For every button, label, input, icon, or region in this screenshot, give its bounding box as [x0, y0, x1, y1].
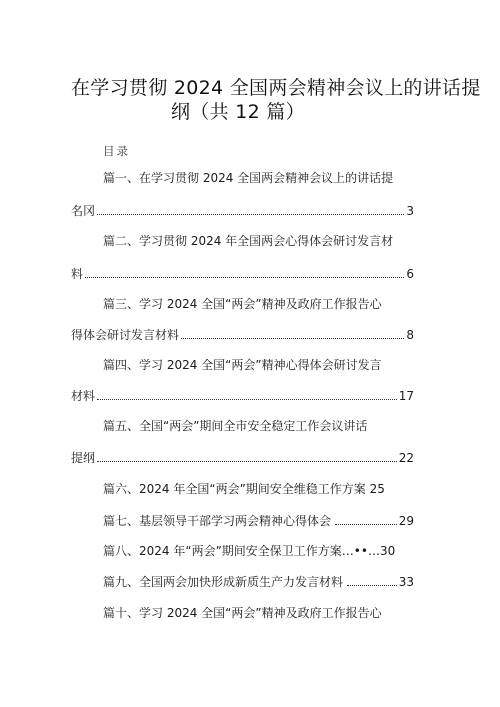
toc-entry-1-page: 3	[406, 204, 414, 218]
toc-entry-9[interactable]	[103, 574, 414, 590]
toc-entry-4-title[interactable]: 篇四、学习 2024 全国“两会”精神心得体会研讨发言	[103, 358, 382, 372]
toc-entry-7-page: 29	[398, 514, 414, 528]
toc-entry-3-continuation[interactable]	[71, 327, 414, 343]
toc-entry-5-title[interactable]: 篇五、全国“两会”期间全市安全稳定工作会议讲话	[103, 419, 368, 433]
toc-entry-9-title: 篇九、全国两会加快形成新质生产力发言材料	[103, 575, 344, 589]
toc-entry-2-page: 6	[406, 267, 414, 281]
toc-entry-5-page: 22	[398, 451, 414, 465]
toc-dot-leader	[97, 398, 397, 400]
toc-entry-4-continuation[interactable]	[71, 388, 414, 404]
toc-entry-1-continuation[interactable]	[71, 203, 414, 219]
toc-entry-4-page: 17	[398, 389, 414, 403]
toc-entry-2-title[interactable]: 篇二、学习贯彻 2024 年全国两会心得体会研讨发言材	[103, 234, 394, 248]
toc-dot-leader	[97, 460, 397, 462]
toc-entry-1-title[interactable]: 篇一、在学习贯彻 2024 全国两会精神会议上的讲话提	[103, 171, 394, 185]
toc-dot-leader	[181, 337, 404, 339]
toc-entry-3-title[interactable]: 篇三、学习 2024 全国“两会”精神及政府工作报告心	[103, 297, 382, 311]
toc-entry-2-title-rest: 料	[71, 267, 84, 281]
toc-entry-2-continuation[interactable]	[71, 266, 414, 282]
toc-entry-5-continuation[interactable]	[71, 450, 414, 466]
document-title-line-2: 纲（共 12 篇）	[171, 101, 305, 123]
toc-dot-leader	[97, 213, 404, 215]
toc-dot-leader	[85, 276, 404, 278]
document-title-line-1: 在学习贯彻 2024 全国两会精神会议上的讲话提	[71, 77, 481, 99]
toc-heading: 目录	[103, 144, 130, 158]
toc-entry-4-title-rest: 材料	[71, 389, 96, 403]
toc-entry-3-page: 8	[406, 328, 414, 342]
toc-entry-7-title: 篇七、基层领导干部学习两会精神心得体会	[103, 514, 332, 528]
toc-entry-1-title-rest: 名冈	[71, 204, 96, 218]
toc-entry-9-page: 33	[398, 575, 414, 589]
toc-entry-10-title[interactable]: 篇十、学习 2024 全国“两会”精神及政府工作报告心	[103, 606, 382, 620]
toc-dot-leader	[347, 584, 397, 586]
toc-entry-5-title-rest: 提纲	[71, 451, 96, 465]
toc-entry-6[interactable]: 篇六、2024 年全国“两会”期间安全维稳工作方案 25	[103, 482, 385, 496]
toc-dot-leader	[335, 523, 397, 525]
toc-entry-8[interactable]: 篇八、2024 年“两会”期间安全保卫工作方案…••…30	[103, 544, 396, 558]
toc-entry-3-title-rest: 得体会研讨发言材料	[71, 328, 180, 342]
toc-entry-7[interactable]	[103, 513, 414, 529]
